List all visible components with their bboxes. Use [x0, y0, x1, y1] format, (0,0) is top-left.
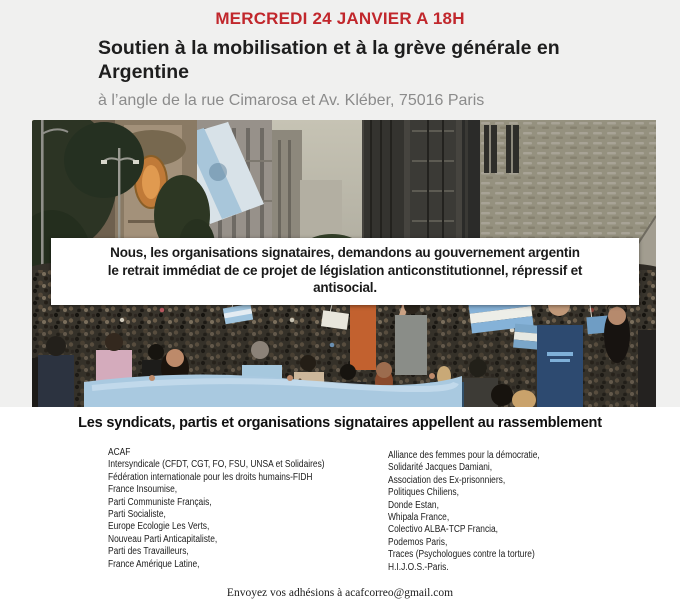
signatories-panel: [0, 407, 680, 608]
list-item: Association des Ex-prisonniers,: [388, 474, 506, 486]
overlay-statement-line: le retrait immédiat de ce projet de législation anticonstitutionnel, répressif et: [107, 262, 583, 278]
signatories-left-column: [108, 447, 394, 571]
list-item: Europe Ecologie Les Verts,: [108, 521, 210, 533]
list-item: Donde Estan,: [388, 499, 439, 511]
list-item: Politiques Chiliens,: [388, 487, 459, 499]
signatories-right-column: [388, 450, 674, 574]
list-item: Parti Socialiste,: [108, 509, 166, 521]
footer-email-note: Envoyez vos adhésions à acafcorreo@gmail.com: [226, 587, 454, 599]
demonstration-photo: [32, 120, 656, 407]
event-title: Soutien à la mobilisation et à la grève générale en Argentine: [98, 37, 560, 83]
overlay-statement-line: Nous, les organisations signataires, demandons au gouvernement argentin: [110, 245, 580, 260]
list-item: Intersyndicale (CFDT, CGT, FO, FSU, UNSA et Solidaires): [108, 459, 325, 471]
list-item: Parti Communiste Français,: [108, 496, 212, 508]
list-item: Colectivo ALBA-TCP Francia,: [388, 524, 499, 536]
list-item: ACAF: [108, 447, 131, 458]
list-item: France Insoumise,: [108, 484, 178, 496]
list-item: Alliance des femmes pour la démocratie,: [388, 450, 540, 461]
list-item: Podemos Paris,: [388, 536, 448, 548]
list-item: Nouveau Parti Anticapitaliste,: [108, 533, 218, 545]
list-item: Fédération internationale pour les droits humains-FIDH: [108, 471, 313, 483]
list-item: Whipala France,: [388, 512, 450, 524]
event-date: MERCREDI 24 JANVIER A 18H: [215, 9, 465, 28]
list-item: Solidarité Jacques Damiani,: [388, 462, 493, 474]
list-item: Parti des Travailleurs,: [108, 546, 189, 558]
event-location: à l’angle de la rue Cimarosa et Av. Kléber, 75016 Paris: [98, 92, 485, 109]
overlay-statement: [51, 238, 639, 305]
list-item: H.I.J.O.S.-Paris.: [388, 561, 449, 573]
signatories-heading: Les syndicats, partis et organisations signataires appellent au rassemblement: [78, 415, 602, 431]
overlay-statement-line: antisocial.: [313, 280, 377, 295]
list-item: France Amérique Latine,: [108, 558, 200, 570]
list-item: Traces (Psychologues contre la torture): [388, 549, 535, 561]
